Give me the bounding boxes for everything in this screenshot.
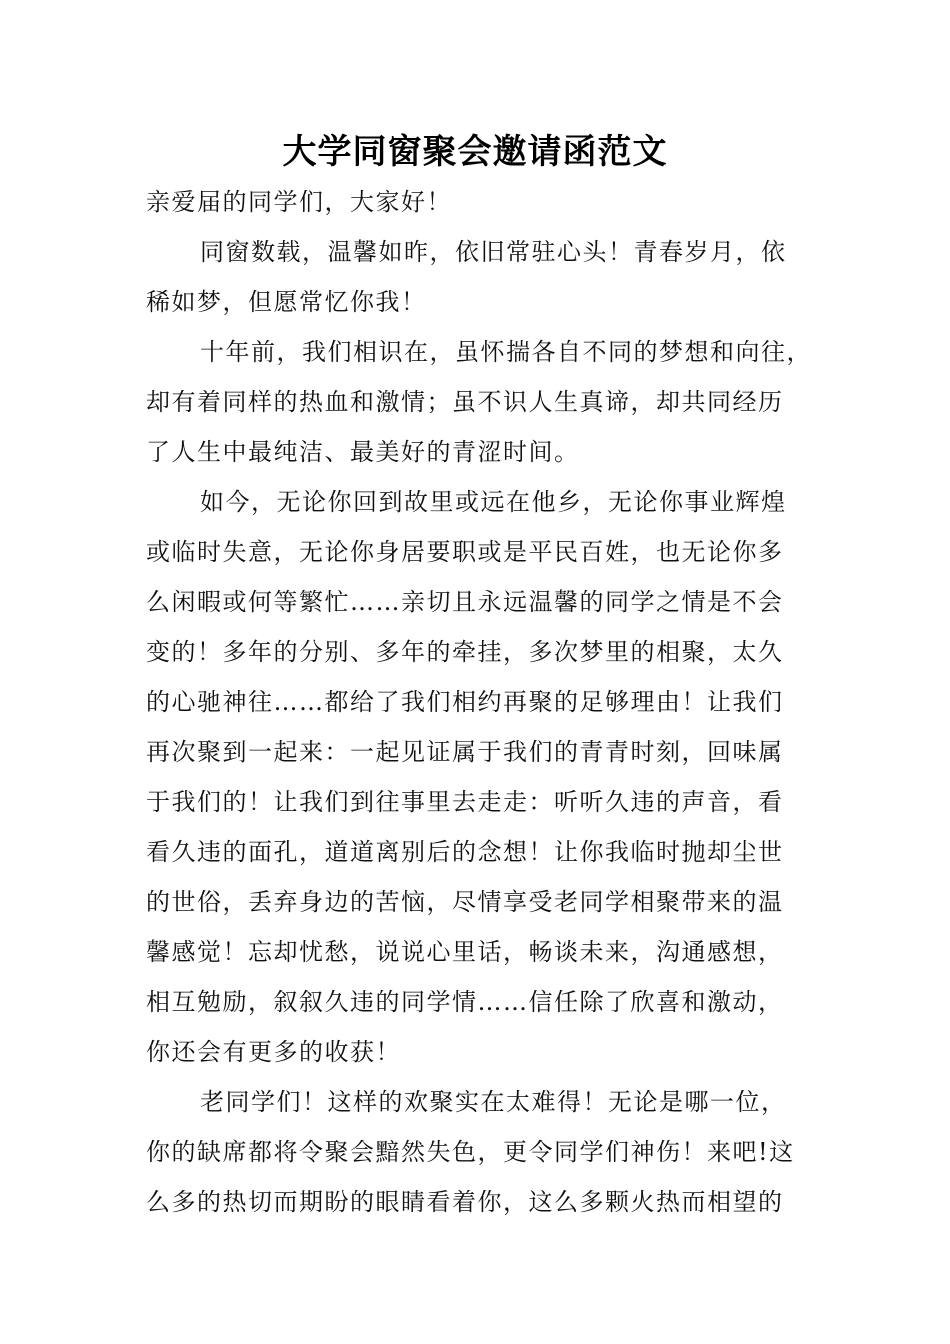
paragraph-1 xyxy=(146,227,810,327)
paragraph-3 xyxy=(146,477,810,1077)
text-line: 如今，无论你回到故里或远在他乡，无论你事业辉煌 xyxy=(200,488,787,516)
text-line: 相互勉励，叙叙久违的同学情……信任除了欣喜和激动， xyxy=(146,988,784,1016)
text-line: 同窗数载，温馨如昨，依旧常驻心头！青春岁月，依 xyxy=(200,238,787,266)
text-line: 了人生中最纯洁、最美好的青涩时间。 xyxy=(146,438,580,466)
text-line: 亲爱届的同学们，大家好！ xyxy=(146,188,452,216)
text-line: 么多的热切而期盼的眼睛看着你，这么多颗火热而相望的 xyxy=(146,1188,784,1216)
text-line: 再次聚到一起来：一起见证属于我们的青青时刻，回味属 xyxy=(146,738,784,766)
paragraph-2 xyxy=(146,327,810,477)
text-line: 你还会有更多的收获！ xyxy=(146,1038,401,1066)
paragraph-4 xyxy=(146,1077,810,1227)
text-line: 于我们的！让我们到往事里去走走：听听久违的声音，看 xyxy=(146,788,784,816)
text-line: 变的！多年的分别、多年的牵挂，多次梦里的相聚，太久 xyxy=(146,638,784,666)
text-line: 么闲暇或何等繁忙……亲切且永远温馨的同学之情是不会 xyxy=(146,588,784,616)
text-line: 的心驰神往……都给了我们相约再聚的足够理由！让我们 xyxy=(146,688,784,716)
text-line: 你的缺席都将令聚会黯然失色，更令同学们神伤！来吧!这 xyxy=(146,1138,795,1166)
greeting xyxy=(146,177,810,227)
text-line: 老同学们！这样的欢聚实在太难得！无论是哪一位， xyxy=(200,1088,787,1116)
text-line: 却有着同样的热血和激情；虽不识人生真谛，却共同经历 xyxy=(146,388,784,416)
text-line: 十年前，我们相识在，虽怀揣各自不同的梦想和向往， xyxy=(200,338,812,366)
text-line: 的世俗，丢弃身边的苦恼，尽情享受老同学相聚带来的温 xyxy=(146,888,784,916)
text-line: 看久违的面孔，道道离别后的念想！让你我临时抛却尘世 xyxy=(146,838,784,866)
document-body xyxy=(146,177,810,1227)
text-line: 或临时失意，无论你身居要职或是平民百姓，也无论你多 xyxy=(146,538,784,566)
text-line: 馨感觉！忘却忧愁，说说心里话，畅谈未来，沟通感想， xyxy=(146,938,784,966)
document-title: 大学同窗聚会邀请函范文 xyxy=(282,132,668,172)
text-line: 稀如梦，但愿常忆你我！ xyxy=(146,288,427,316)
